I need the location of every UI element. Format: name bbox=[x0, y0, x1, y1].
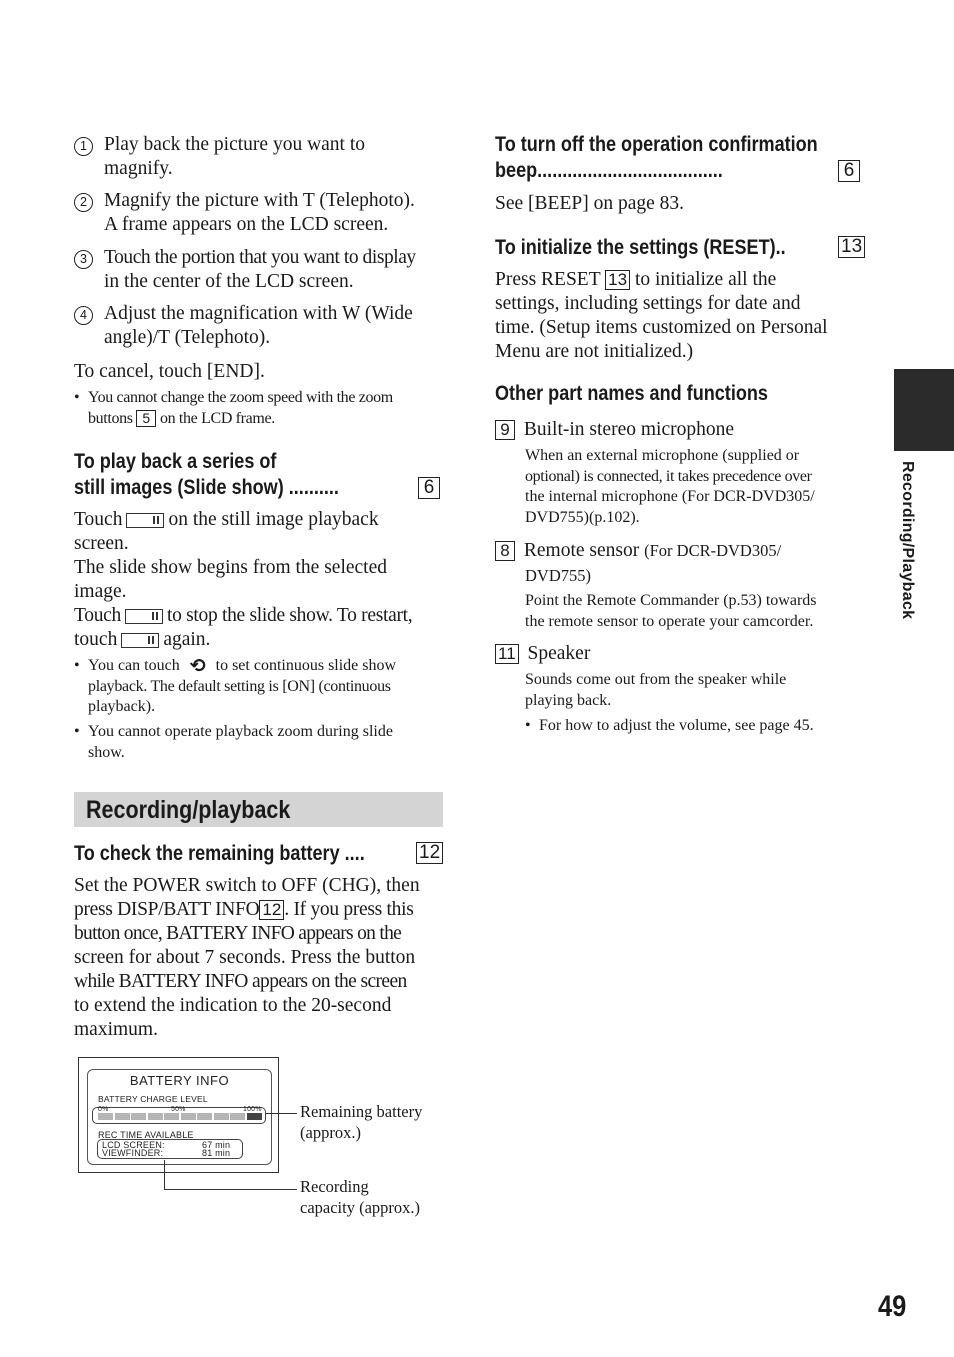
text-line: Set the POWER switch to OFF (CHG), then bbox=[74, 875, 420, 896]
text: Press RESET bbox=[495, 269, 601, 290]
text-line: Point the Remote Commander (p.53) towards bbox=[525, 592, 817, 609]
text-line bbox=[74, 898, 454, 922]
slideshow-heading bbox=[74, 449, 339, 501]
pct-50: 50% bbox=[171, 1106, 186, 1113]
step-text: angle)/T (Telephoto). bbox=[104, 327, 271, 348]
viewfinder-value: 81 min bbox=[202, 1148, 231, 1158]
ref-number: 6 bbox=[838, 160, 860, 182]
zoom-speed-note bbox=[74, 388, 460, 429]
page-number: 49 bbox=[878, 1290, 907, 1323]
other-parts-heading: Other part names and functions bbox=[495, 382, 768, 405]
text-line bbox=[74, 628, 454, 652]
step-text: Magnify the picture with T (Telephoto). bbox=[104, 190, 415, 211]
note-text: You can touch bbox=[88, 657, 180, 674]
slideshow-play-icon bbox=[121, 633, 159, 648]
slideshow-body bbox=[74, 508, 454, 652]
text-line: The slide show begins from the selected bbox=[74, 557, 387, 578]
reset-body bbox=[495, 268, 875, 364]
note-line: playback). bbox=[88, 698, 156, 715]
sidebar-tab bbox=[894, 369, 954, 451]
step-text: in the center of the LCD screen. bbox=[104, 271, 354, 292]
ref-number: 13 bbox=[605, 270, 630, 290]
rec-time-box bbox=[97, 1139, 243, 1159]
note-text: to set continuous slide show bbox=[215, 657, 397, 674]
sidebar-label: Recording/Playback bbox=[899, 461, 916, 620]
pct-0: 0% bbox=[98, 1106, 109, 1113]
ref-number: 9 bbox=[495, 420, 515, 440]
text-line: the internal microphone (For DCR-DVD305/ bbox=[525, 488, 815, 505]
charge-segment bbox=[247, 1113, 262, 1120]
step-1 bbox=[74, 133, 484, 181]
step-4 bbox=[74, 302, 484, 350]
charge-segment bbox=[181, 1113, 196, 1120]
note-line: • You cannot operate playback zoom during slide bbox=[88, 723, 393, 740]
callout-line-recording-h bbox=[164, 1189, 297, 1190]
charge-segment bbox=[214, 1113, 229, 1120]
text-line: image. bbox=[74, 581, 127, 602]
text-line: optional) is connected, it takes precedence over bbox=[525, 467, 812, 485]
lcd-title: BATTERY INFO bbox=[129, 1073, 230, 1088]
text-line: Sounds come out from the speaker while bbox=[525, 671, 787, 688]
text-line: When an external microphone (supplied or bbox=[525, 447, 800, 464]
mic-description bbox=[525, 446, 870, 528]
charge-segment bbox=[164, 1113, 179, 1120]
text-line: Menu are not initialized.) bbox=[495, 341, 694, 362]
note-line: • You cannot change the zoom speed with the zoom bbox=[88, 389, 393, 406]
charge-level-bar bbox=[92, 1107, 266, 1124]
text-line bbox=[495, 268, 875, 292]
section-band bbox=[74, 792, 443, 827]
text-line: to extend the indication to the 20-second bbox=[74, 995, 392, 1016]
charge-level-label: BATTERY CHARGE LEVEL bbox=[98, 1094, 208, 1104]
lcd-screen-value: 67 min bbox=[202, 1140, 231, 1150]
repeat-icon: ⟲ bbox=[189, 655, 206, 678]
charge-segment bbox=[148, 1113, 163, 1120]
text-line: screen for about 7 seconds. Press the button bbox=[74, 947, 416, 968]
heading-line: beep..................................... bbox=[495, 159, 723, 182]
beep-text: See [BEEP] on page 83. bbox=[495, 193, 685, 214]
cancel-note: To cancel, touch [END]. bbox=[74, 361, 265, 382]
text-line: screen. bbox=[74, 533, 129, 554]
step-number-circle: 3 bbox=[74, 250, 93, 269]
text-line: time. (Setup items customized on Personal bbox=[495, 317, 828, 338]
mic-item-title bbox=[495, 418, 734, 442]
step-text: Adjust the magnification with W (Wide bbox=[104, 303, 413, 324]
item-title: Speaker bbox=[527, 643, 591, 664]
text: touch bbox=[74, 629, 118, 650]
speaker-volume-note: • For how to adjust the volume, see page 45. bbox=[525, 716, 884, 737]
item-title: Built-in stereo microphone bbox=[523, 419, 734, 440]
beep-heading bbox=[495, 132, 818, 184]
callout-text: Recording bbox=[300, 1177, 369, 1196]
heading-line: To play back a series of bbox=[74, 450, 277, 473]
charge-segment bbox=[115, 1113, 130, 1120]
ref-number: 5 bbox=[136, 410, 156, 427]
speaker-item-title bbox=[495, 642, 590, 666]
charge-segment bbox=[131, 1113, 146, 1120]
text: Touch bbox=[74, 605, 121, 626]
lcd-screen-label: LCD SCREEN: bbox=[102, 1140, 165, 1150]
ref-number: 6 bbox=[418, 477, 440, 499]
text-line: playing back. bbox=[525, 691, 612, 709]
text-line bbox=[74, 508, 454, 532]
remote-title-cont: DVD755) bbox=[525, 566, 591, 585]
text-line bbox=[74, 604, 454, 628]
step-text: Touch the portion that you want to display bbox=[104, 247, 416, 268]
viewfinder-label: VIEWFINDER: bbox=[102, 1148, 164, 1158]
step-number-circle: 4 bbox=[74, 306, 93, 325]
ref-number: 8 bbox=[495, 541, 515, 561]
remote-item-title bbox=[495, 539, 781, 563]
callout-recording-capacity bbox=[300, 1177, 420, 1218]
repeat-note bbox=[74, 656, 460, 718]
charge-segment bbox=[197, 1113, 212, 1120]
note-text: on the LCD frame. bbox=[159, 409, 275, 427]
charge-segment bbox=[98, 1113, 113, 1120]
callout-line-recording-v bbox=[164, 1160, 165, 1190]
text-line: button once, BATTERY INFO appears on the bbox=[74, 923, 402, 944]
battery-heading: To check the remaining battery .... bbox=[74, 842, 365, 865]
heading-line bbox=[74, 475, 339, 501]
text: press DISP/BATT INFO bbox=[74, 899, 260, 920]
slideshow-pause-icon bbox=[125, 609, 163, 624]
text: on the still image playback bbox=[168, 509, 379, 530]
callout-line-remaining bbox=[266, 1113, 297, 1114]
ref-number: 13 bbox=[838, 236, 865, 258]
rec-time-label: REC TIME AVAILABLE bbox=[98, 1130, 194, 1140]
lcd-panel bbox=[87, 1069, 272, 1165]
step-number-circle: 2 bbox=[74, 193, 93, 212]
note-line: show. bbox=[88, 743, 125, 761]
step-text: Play back the picture you want to bbox=[104, 134, 366, 155]
callout-remaining-battery bbox=[300, 1102, 422, 1143]
reset-heading: To initialize the settings (RESET).. bbox=[495, 236, 786, 259]
note-line bbox=[88, 409, 460, 430]
heading-text: still images (Slide show) .......... bbox=[74, 476, 339, 499]
section-title: Recording/playback bbox=[86, 796, 291, 824]
zoom-slide-note bbox=[74, 722, 460, 763]
ref-number: 11 bbox=[495, 644, 519, 664]
item-title: Remote sensor bbox=[523, 540, 640, 561]
ref-number: 12 bbox=[259, 900, 284, 920]
text-line: DVD755)(p.102). bbox=[525, 508, 640, 526]
step-2 bbox=[74, 189, 484, 237]
heading-line: To turn off the operation confirmation bbox=[495, 133, 818, 156]
step-text: magnify. bbox=[104, 158, 173, 179]
text: to initialize all the bbox=[634, 269, 777, 290]
ref-number: 12 bbox=[416, 842, 443, 864]
note-text: buttons bbox=[88, 409, 133, 427]
step-text: A frame appears on the LCD screen. bbox=[104, 214, 389, 235]
note-line: playback. The default setting is [ON] (continuous bbox=[88, 677, 391, 695]
text-line: settings, including settings for date and bbox=[495, 293, 801, 314]
text-line: the remote sensor to operate your camcorder. bbox=[525, 612, 814, 630]
text: . If you press this bbox=[284, 899, 414, 920]
text-line: while BATTERY INFO appears on the screen bbox=[74, 971, 407, 992]
item-title-note: (For DCR-DVD305/ bbox=[644, 541, 782, 560]
pct-100: 100% bbox=[243, 1106, 262, 1113]
speaker-description bbox=[525, 670, 870, 711]
step-3 bbox=[74, 246, 484, 294]
battery-info-screen bbox=[78, 1057, 279, 1173]
text: again. bbox=[163, 629, 211, 650]
callout-text: capacity (approx.) bbox=[300, 1197, 421, 1217]
slideshow-play-icon bbox=[126, 513, 164, 528]
text: Touch bbox=[74, 509, 123, 530]
step-number-circle: 1 bbox=[74, 137, 93, 156]
callout-text: (approx.) bbox=[300, 1122, 361, 1142]
callout-text: Remaining battery bbox=[300, 1102, 423, 1121]
battery-body bbox=[74, 874, 454, 1042]
remote-description bbox=[525, 591, 870, 632]
text: to stop the slide show. To restart, bbox=[166, 605, 413, 626]
text-line: maximum. bbox=[74, 1019, 158, 1040]
charge-segment bbox=[230, 1113, 245, 1120]
note-line bbox=[88, 656, 460, 677]
